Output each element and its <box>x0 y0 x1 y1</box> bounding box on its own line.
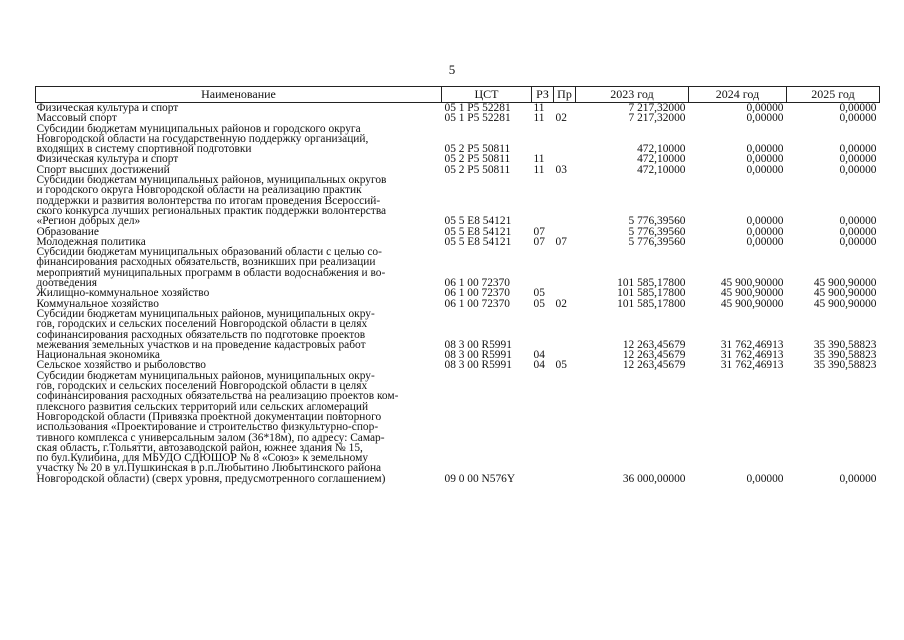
cell-rz: 11 <box>533 102 545 114</box>
cell-rz: 04 <box>533 349 545 362</box>
name-line: Физическая культура и спорт <box>36 153 179 166</box>
name-line: мероприятий муниципальных программ в области водоснабжения и во- <box>36 266 386 279</box>
name-line: ская область, г.Тольятти, автозаводской район, южнее здания № 15, <box>36 441 363 454</box>
cell-rz: 04 <box>533 359 545 372</box>
cell-rz: 11 <box>533 163 545 176</box>
name-line: Молодежная политика <box>36 235 146 248</box>
cell-pr: 07 <box>555 235 567 248</box>
cell-2025: 0,00000 <box>839 153 877 166</box>
cell-pr <box>554 309 576 350</box>
cell-2023: 472,10000 <box>637 163 686 176</box>
cell-2025: 35 390,58823 <box>813 338 877 351</box>
cell-2023: 5 776,39560 <box>628 215 686 228</box>
cell-2025: 0,00000 <box>839 225 877 238</box>
name-line: софинансирования расходных обязательств по подготовке проектов <box>36 328 366 341</box>
cell-2023: 12 263,45679 <box>622 338 686 351</box>
cell-rz <box>532 124 554 155</box>
header-2024: 2024 год <box>689 87 787 103</box>
name-line: входящих в систему спортивной подготовки <box>36 143 252 156</box>
cell-rz: 05 <box>533 297 545 310</box>
name-line: Образование <box>36 225 99 238</box>
cell-2023: 5 776,39560 <box>628 235 686 248</box>
cell-2025: 0,00000 <box>839 102 877 114</box>
cell-rz <box>532 175 554 226</box>
cell-2024: 0,00000 <box>746 472 784 485</box>
cell-2024: 0,00000 <box>746 215 784 228</box>
name-line: Субсидии бюджетам муниципальных районов, муниципальных окру- <box>36 307 375 320</box>
name-line: Жилищно-коммунальное хозяйство <box>36 287 210 300</box>
name-line: Субсидии бюджетам муниципальных образований области с целью со- <box>36 246 382 259</box>
name-line: Спорт высших достижений <box>36 163 170 176</box>
cell-cst: 08 3 00 R5991 <box>444 338 512 351</box>
name-line: использования «Проектирование и строительство физкультурно-спор- <box>36 421 379 434</box>
cell-pr <box>554 124 576 155</box>
name-line: Коммунальное хозяйство <box>36 297 159 310</box>
cell-pr <box>554 175 576 226</box>
name-line: участку № 20 в ул.Пушкинская в р.п.Любытино Любытинского района <box>36 462 382 475</box>
header-2023: 2023 год <box>576 87 689 103</box>
cell-2024: 0,00000 <box>746 153 784 166</box>
cell-2025: 45 900,90000 <box>813 277 877 290</box>
cell-2025: 35 390,58823 <box>813 349 877 362</box>
cell-2025: 0,00000 <box>839 235 877 248</box>
cell-2023: 36 000,00000 <box>622 472 686 485</box>
cell-2025: 0,00000 <box>839 215 877 228</box>
name-line: гов, городских и сельских поселений Новгородской области в целях <box>36 380 368 393</box>
cell-rz: 07 <box>533 225 545 238</box>
cell-2024: 45 900,90000 <box>720 297 784 310</box>
cell-cst: 06 1 00 72370 <box>444 287 510 300</box>
cell-2023: 12 263,45679 <box>622 359 686 372</box>
name-line: софинансирования расходных обязательства на реализацию проектов ком- <box>36 390 399 403</box>
cell-cst: 05 2 P5 50811 <box>444 153 511 166</box>
name-line: ского конкурса лучших региональных практик поддержки волонтерства <box>36 204 387 217</box>
name-line: Физическая культура и спорт <box>36 102 179 114</box>
name-line: и городского округа Новгородской области на реализацию практик <box>36 184 362 197</box>
cell-2024: 0,00000 <box>746 112 784 125</box>
name-line: Новгородской области (Привязка проектной документации повторного <box>36 410 382 423</box>
cell-cst: 05 5 E8 54121 <box>444 215 512 228</box>
name-line: плексного развития сельских территорий или сельских агломераций <box>36 400 369 413</box>
cell-cst: 06 1 00 72370 <box>444 297 510 310</box>
cell-rz: 07 <box>533 235 545 248</box>
cell-2023: 101 585,17800 <box>617 277 686 290</box>
cell-rz: 11 <box>533 112 545 125</box>
cell-cst: 06 1 00 72370 <box>444 277 510 290</box>
cell-2023: 472,10000 <box>637 143 686 156</box>
cell-name <box>36 247 442 288</box>
cell-2024: 31 762,46913 <box>720 359 784 372</box>
cell-cst: 05 1 P5 52281 <box>444 102 511 114</box>
cell-2025: 45 900,90000 <box>813 297 877 310</box>
cell-cst: 05 1 P5 52281 <box>444 112 511 125</box>
header-rz: РЗ <box>532 87 554 103</box>
cell-2023: 101 585,17800 <box>617 287 686 300</box>
cell-rz <box>532 371 554 484</box>
cell-2024: 0,00000 <box>746 225 784 238</box>
table-row <box>36 175 880 226</box>
cell-pr: 03 <box>555 163 567 176</box>
cell-2023: 7 217,32000 <box>628 112 686 125</box>
table-row <box>36 371 880 484</box>
name-line: «Регион добрых дел» <box>36 215 141 228</box>
cell-2025: 45 900,90000 <box>813 287 877 300</box>
name-line: гов, городских и сельских поселений Новгородской области в целях <box>36 318 368 331</box>
cell-cst: 05 5 E8 54121 <box>444 235 512 248</box>
cell-2024: 0,00000 <box>746 235 784 248</box>
cell-2024: 45 900,90000 <box>720 287 784 300</box>
cell-name <box>36 309 442 350</box>
cell-2025: 35 390,58823 <box>813 359 877 372</box>
cell-cst: 05 2 P5 50811 <box>444 163 511 176</box>
cell-rz <box>532 247 554 288</box>
table-row <box>36 124 880 155</box>
cell-2024: 0,00000 <box>746 102 784 114</box>
cell-2025: 0,00000 <box>839 112 877 125</box>
cell-name <box>36 175 442 226</box>
cell-2024: 31 762,46913 <box>720 349 784 362</box>
header-name: Наименование <box>36 87 442 103</box>
name-line: поддержки и развития волонтерства по итогам проведения Всероссий- <box>36 194 381 207</box>
cell-2025: 0,00000 <box>839 472 877 485</box>
table-header-row <box>36 87 880 103</box>
name-line: Субсидии бюджетам муниципальных районов, муниципальных окру- <box>36 369 375 382</box>
cell-cst: 08 3 00 R5991 <box>444 359 512 372</box>
cell-2024: 0,00000 <box>746 143 784 156</box>
cell-2023: 101 585,17800 <box>617 297 686 310</box>
cell-cst: 08 3 00 R5991 <box>444 349 512 362</box>
cell-2024: 45 900,90000 <box>720 277 784 290</box>
name-line: Новгородской области) (сверх уровня, предусмотренного соглашением) <box>36 472 386 485</box>
cell-rz <box>532 309 554 350</box>
cell-2024: 0,00000 <box>746 163 784 176</box>
name-line: финансирования расходных обязательств, возникших при реализации <box>36 256 376 269</box>
table-row <box>36 309 880 350</box>
cell-rz: 05 <box>533 287 545 300</box>
name-line: Национальная экономика <box>36 349 160 362</box>
header-pr: Пр <box>554 87 576 103</box>
cell-pr <box>554 247 576 288</box>
cell-pr: 02 <box>555 297 567 310</box>
cell-2023: 12 263,45679 <box>622 349 686 362</box>
cell-2023: 472,10000 <box>637 153 686 166</box>
cell-name <box>36 124 442 155</box>
table-row <box>36 247 880 288</box>
name-line: тивного комплекса с универсальным залом (36*18м), по адресу: Самар- <box>36 431 385 444</box>
cell-2023: 7 217,32000 <box>628 102 686 114</box>
cell-cst: 05 2 P5 50811 <box>444 143 511 156</box>
cell-name <box>36 371 442 484</box>
name-line: доотведения <box>36 277 98 290</box>
cell-pr: 02 <box>555 112 567 125</box>
name-line: Сельское хозяйство и рыболовство <box>36 359 206 372</box>
page-number: 5 <box>448 62 456 77</box>
name-line: по бул.Кулибина, для МБУДО СДЮШОР № 8 «Союз» к земельному <box>36 452 369 465</box>
cell-2024: 31 762,46913 <box>720 338 784 351</box>
cell-2025: 0,00000 <box>839 163 877 176</box>
cell-2025: 0,00000 <box>839 143 877 156</box>
budget-table <box>35 86 880 484</box>
cell-cst: 05 5 E8 54121 <box>444 225 512 238</box>
header-cst: ЦСТ <box>442 87 532 103</box>
name-line: Новгородской области на государственную поддержку организаций, <box>36 132 369 145</box>
name-line: Субсидии бюджетам муниципальных районов и городского округа <box>36 122 361 135</box>
name-line: Субсидии бюджетам муниципальных районов, муниципальных округов <box>36 174 387 187</box>
name-line: Массовый спорт <box>36 112 117 125</box>
table-body <box>36 103 880 484</box>
cell-pr <box>554 371 576 484</box>
cell-2023: 5 776,39560 <box>628 225 686 238</box>
header-2025: 2025 год <box>787 87 880 103</box>
name-line: межевания земельных участков и на проведение кадастровых работ <box>36 338 366 351</box>
cell-cst: 09 0 00 N576Y <box>444 472 516 485</box>
cell-rz: 11 <box>533 153 545 166</box>
cell-pr: 05 <box>555 359 567 372</box>
